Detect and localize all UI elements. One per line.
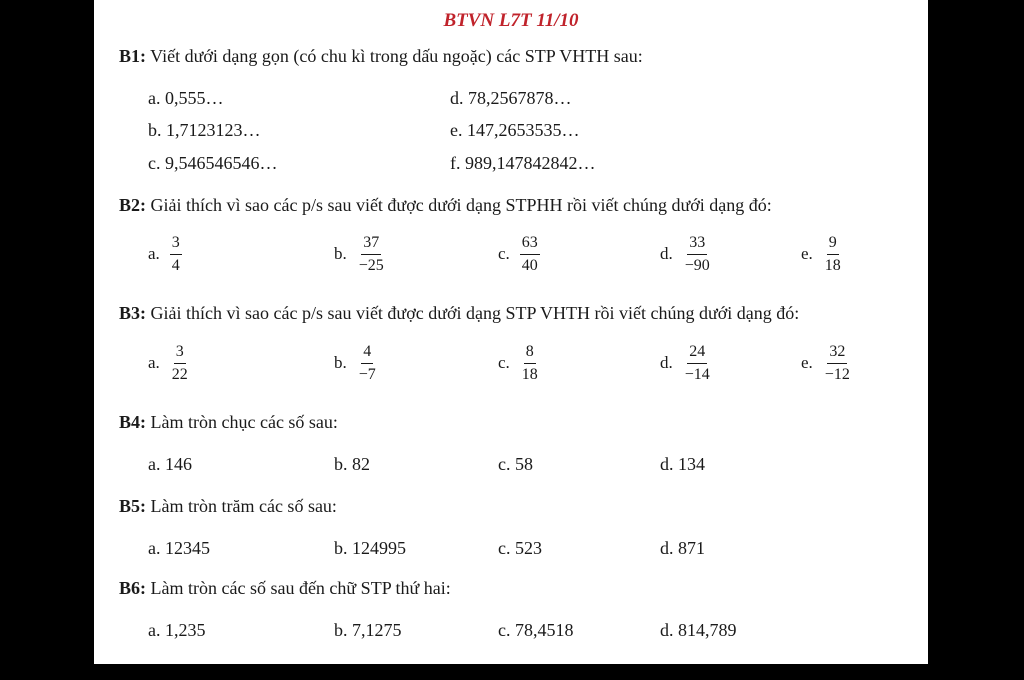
- item-label: b.: [334, 244, 347, 264]
- b3-item-c: [498, 343, 540, 383]
- item-label: d.: [660, 353, 673, 373]
- b3-item-b: [334, 343, 378, 383]
- numerator: 63: [520, 234, 540, 255]
- b4-item-d: d. 134: [660, 454, 705, 474]
- question-text: Làm tròn các số sau đến chữ STP thứ hai:: [146, 578, 451, 598]
- question-text: Làm tròn trăm các số sau:: [146, 496, 337, 516]
- fraction: [357, 343, 378, 383]
- b1-item-d: d. 78,2567878…: [450, 88, 572, 108]
- numerator: 3: [170, 234, 182, 255]
- b1-item-b: b. 1,7123123…: [148, 120, 261, 140]
- b6-item-b: b. 7,1275: [334, 620, 402, 640]
- b5-item-d: d. 871: [660, 538, 705, 558]
- b1-item-c: c. 9,546546546…: [148, 153, 278, 173]
- worksheet-title: BTVN L7T 11/10: [443, 10, 579, 31]
- item-label: a.: [148, 244, 160, 264]
- b6-item-a: a. 1,235: [148, 620, 206, 640]
- item-label: a.: [148, 353, 160, 373]
- item-label: c.: [498, 353, 510, 373]
- b6-item-d: d. 814,789: [660, 620, 737, 640]
- denominator: −90: [684, 256, 710, 274]
- item-label: b.: [334, 353, 347, 373]
- b4-item-c: c. 58: [498, 454, 533, 474]
- question-label: B1:: [119, 46, 146, 66]
- worksheet-page: [94, 0, 928, 664]
- question-b2: [119, 195, 772, 216]
- numerator: 8: [524, 343, 536, 364]
- numerator: 9: [827, 234, 839, 255]
- numerator: 4: [361, 343, 373, 364]
- b5-item-c: c. 523: [498, 538, 542, 558]
- item-label: c.: [498, 244, 510, 264]
- numerator: 32: [827, 343, 847, 364]
- b3-item-d: [660, 343, 712, 383]
- b6-item-c: c. 78,4518: [498, 620, 574, 640]
- denominator: −7: [358, 365, 376, 383]
- b2-item-c: [498, 234, 540, 274]
- b4-item-b: b. 82: [334, 454, 370, 474]
- fraction: [823, 343, 852, 383]
- numerator: 37: [361, 234, 381, 255]
- question-label: B5:: [119, 496, 146, 516]
- denominator: 22: [171, 365, 188, 383]
- denominator: −14: [684, 365, 710, 383]
- question-b5: [119, 496, 337, 517]
- item-label: e.: [801, 353, 813, 373]
- numerator: 24: [687, 343, 707, 364]
- fraction: [520, 234, 540, 274]
- item-label: e.: [801, 244, 813, 264]
- b5-item-a: a. 12345: [148, 538, 210, 558]
- question-text: Viết dưới dạng gọn (có chu kì trong dấu ngoặc) các STP VHTH sau:: [146, 46, 643, 66]
- b2-item-b: [334, 234, 386, 274]
- item-label: d.: [660, 244, 673, 264]
- question-label: B4:: [119, 412, 146, 432]
- numerator: 33: [687, 234, 707, 255]
- denominator: −12: [824, 365, 850, 383]
- question-b3: [119, 303, 799, 324]
- fraction: [520, 343, 540, 383]
- b2-item-e: [801, 234, 843, 274]
- denominator: 18: [521, 365, 538, 383]
- question-b6: [119, 578, 451, 599]
- question-b4: [119, 412, 338, 433]
- question-text: Làm tròn chục các số sau:: [146, 412, 338, 432]
- denominator: 40: [521, 256, 538, 274]
- b1-item-f: f. 989,147842842…: [450, 153, 596, 173]
- fraction: [683, 234, 712, 274]
- question-b1: [119, 46, 643, 67]
- fraction: [357, 234, 386, 274]
- question-label: B2:: [119, 195, 146, 215]
- b5-item-b: b. 124995: [334, 538, 406, 558]
- fraction: [683, 343, 712, 383]
- fraction: [823, 234, 843, 274]
- numerator: 3: [174, 343, 186, 364]
- denominator: 18: [824, 256, 841, 274]
- fraction: [170, 343, 190, 383]
- denominator: 4: [171, 256, 180, 274]
- question-label: B3:: [119, 303, 146, 323]
- fraction: [170, 234, 182, 274]
- b3-item-e: [801, 343, 852, 383]
- question-text: Giải thích vì sao các p/s sau viết được dưới dạng STPHH rồi viết chúng dưới dạng đó:: [146, 195, 772, 215]
- question-text: Giải thích vì sao các p/s sau viết được dưới dạng STP VHTH rồi viết chúng dưới dạng đó:: [146, 303, 800, 323]
- b1-item-a: a. 0,555…: [148, 88, 224, 108]
- question-label: B6:: [119, 578, 146, 598]
- b2-item-a: [148, 234, 182, 274]
- denominator: −25: [358, 256, 384, 274]
- b4-item-a: a. 146: [148, 454, 192, 474]
- b3-item-a: [148, 343, 190, 383]
- b1-item-e: e. 147,2653535…: [450, 120, 580, 140]
- b2-item-d: [660, 234, 712, 274]
